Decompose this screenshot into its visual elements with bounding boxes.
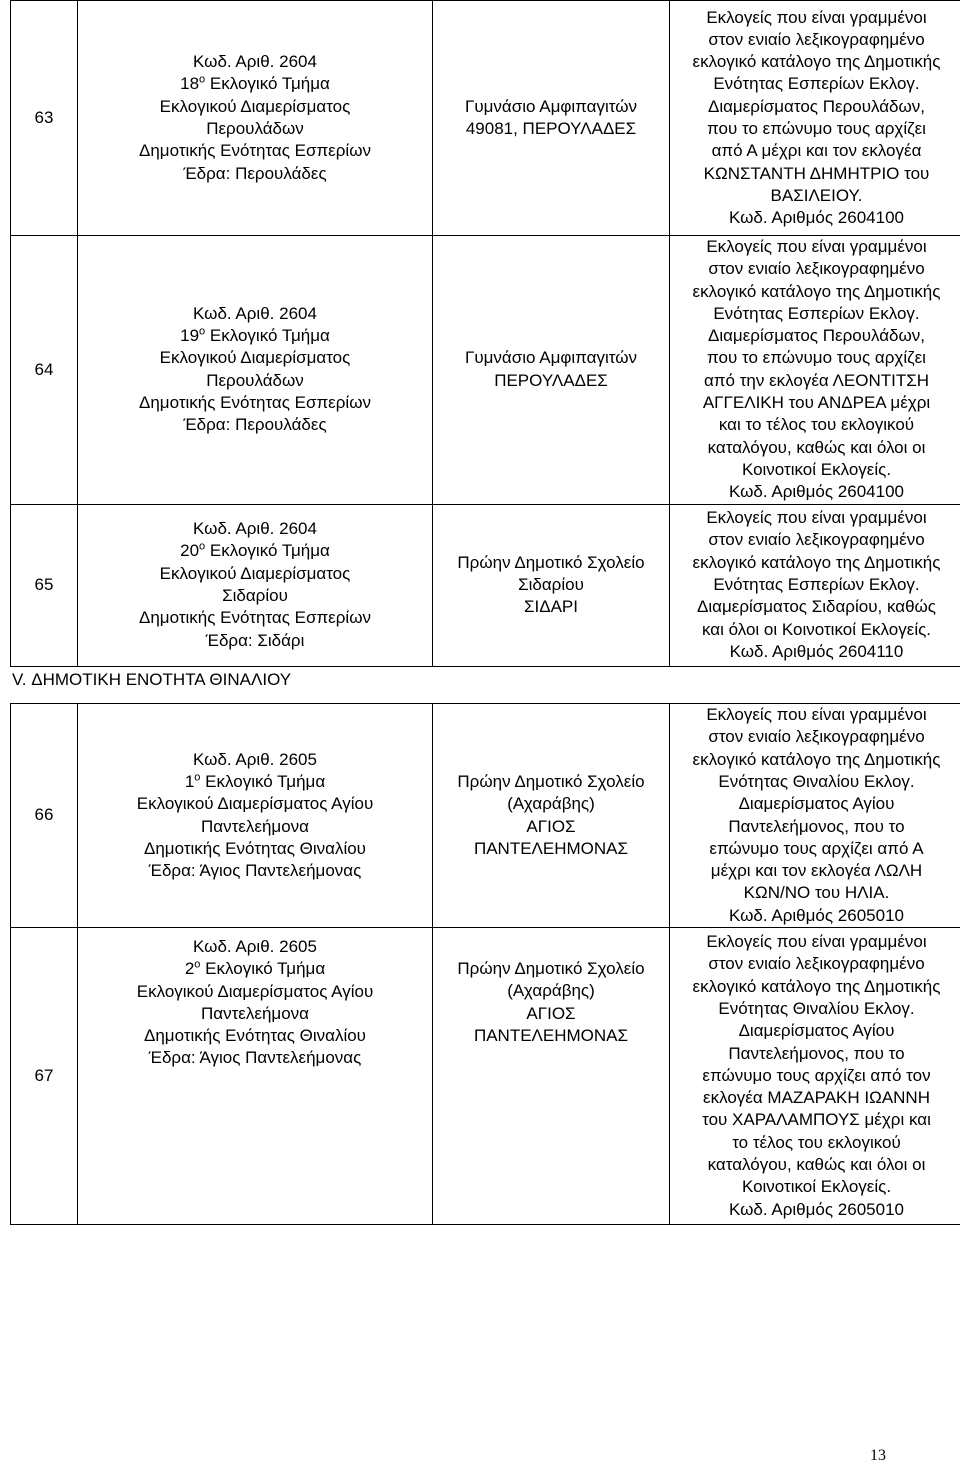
place-line: ΠΑΝΤΕΛΕΗΜΟΝΑΣ <box>473 838 629 858</box>
unit-line: Εκλογικού Διαμερίσματος <box>159 96 351 116</box>
desc-line: ΚΩΝ/ΝΟ του ΗΛΙΑ. <box>743 883 890 903</box>
desc-line: Εκλογείς που είναι γραμμένοι <box>706 705 927 725</box>
unit-line: Δημοτικής Ενότητας Εσπερίων <box>139 141 371 161</box>
place-line: Πρώην Δημοτικό Σχολείο <box>457 771 645 791</box>
desc-line: εκλογικό κατάλογο της Δημοτικής <box>692 281 941 301</box>
desc-line: Κωδ. Αριθμός 2605010 <box>729 1199 904 1219</box>
desc-line: ΑΓΓΕΛΙΚΗ του ΑΝΔΡΕΑ μέχρι <box>702 393 931 413</box>
table-row <box>11 504 960 666</box>
desc-line: Διαμερίσματος Αγίου <box>738 794 895 814</box>
desc-line: επώνυμο τους αρχίζει από τον <box>702 1065 931 1085</box>
desc-line: Κωδ. Αριθμός 2604100 <box>729 482 904 502</box>
desc-line: Ενότητας Θιναλίου Εκλογ. <box>718 771 915 791</box>
desc-line: ΚΩΝΣΤΑΝΤΗ ΔΗΜΗΤΡΙΟ του <box>703 163 930 183</box>
place-line: ΣΙΔΑΡΙ <box>524 597 578 617</box>
desc-line: Ενότητας Εσπερίων Εκλογ. <box>713 74 920 94</box>
electoral-unit-cell <box>78 236 433 505</box>
desc-line: Ενότητας Εσπερίων Εκλογ. <box>713 303 920 323</box>
desc-line: Παντελεήμονος, που το <box>728 1043 905 1063</box>
polling-table-thinaliou <box>10 703 960 1225</box>
electoral-unit-cell <box>78 1 433 236</box>
row-number: 67 <box>11 928 78 1225</box>
polling-place-cell <box>433 928 670 1225</box>
unit-code: Κωδ. Αριθ. 2604 <box>193 303 317 323</box>
row-number: 63 <box>11 1 78 236</box>
desc-line: εκλογέα ΜΑΖΑΡΑΚΗ ΙΩΑΝΝΗ <box>703 1088 930 1108</box>
desc-line: στον ενιαίο λεξικογραφημένο <box>708 259 925 279</box>
polling-place-cell <box>433 236 670 505</box>
unit-code: Κωδ. Αριθ. 2604 <box>193 519 317 539</box>
electoral-unit-cell <box>78 704 433 928</box>
place-line: Πρώην Δημοτικό Σχολείο <box>457 552 645 572</box>
desc-line: μέχρι και τον εκλογέα ΛΩΛΗ <box>710 861 923 881</box>
desc-line: Διαμερίσματος Περουλάδων, <box>707 96 926 116</box>
unit-seat: Έδρα: Σιδάρι <box>205 630 305 650</box>
desc-line: το τέλος του εκλογικού <box>732 1132 901 1152</box>
unit-seat: Έδρα: Άγιος Παντελεήμονας <box>148 1048 362 1068</box>
desc-line: Κωδ. Αριθμός 2605010 <box>729 905 904 925</box>
unit-line: Εκλογικού Διαμερίσματος Αγίου <box>136 981 374 1001</box>
row-number: 65 <box>11 504 78 666</box>
unit-seat: Έδρα: Περουλάδες <box>183 163 327 183</box>
desc-line: Κωδ. Αριθμός 2604110 <box>729 641 904 661</box>
unit-code: Κωδ. Αριθ. 2605 <box>193 749 317 769</box>
unit-section: $18^o$ Εκλογικό Τμήμα <box>180 73 330 94</box>
desc-line: στον ενιαίο λεξικογραφημένο <box>708 727 925 747</box>
desc-line: Παντελεήμονος, που το <box>728 816 905 836</box>
desc-line: που το επώνυμο τους αρχίζει <box>707 119 926 138</box>
desc-line: Εκλογείς που είναι γραμμένοι <box>706 508 927 528</box>
unit-line: Δημοτικής Ενότητας Θιναλίου <box>144 838 366 858</box>
unit-section: $19^o$ Εκλογικό Τμήμα <box>180 325 330 346</box>
desc-line: Διαμερίσματος Σιδαρίου, καθώς <box>696 597 936 617</box>
desc-line: Εκλογείς που είναι γραμμένοι <box>706 237 927 256</box>
voters-description-cell <box>670 504 960 666</box>
voters-description-cell <box>670 1 960 236</box>
desc-line: Ενότητας Θιναλίου Εκλογ. <box>718 998 915 1018</box>
place-line: (Αχαράβης) <box>507 981 595 1001</box>
table-row <box>11 928 960 1225</box>
unit-section: $2^o$ Εκλογικό Τμήμα <box>184 958 326 979</box>
voters-description-cell <box>670 704 960 928</box>
desc-line: Κωδ. Αριθμός 2604100 <box>729 208 904 228</box>
desc-line: καταλόγου, καθώς και όλοι οι <box>707 1155 926 1175</box>
desc-line: Εκλογείς που είναι γραμμένοι <box>706 932 927 952</box>
desc-line: Κοινοτικοί Εκλογείς. <box>741 1177 892 1197</box>
desc-line: εκλογικό κατάλογο της Δημοτικής <box>692 552 941 572</box>
table-row <box>11 1 960 236</box>
desc-line: και όλοι οι Κοινοτικοί Εκλογείς. <box>701 619 932 639</box>
table-row <box>11 704 960 928</box>
unit-line: Σιδαρίου <box>222 586 288 606</box>
polling-place-cell <box>433 504 670 666</box>
unit-line: Παντελεήμονα <box>200 1003 309 1023</box>
voters-description-cell <box>670 928 960 1225</box>
unit-line: Παντελεήμονα <box>200 816 309 836</box>
desc-line: εκλογικό κατάλογο της Δημοτικής <box>692 52 941 72</box>
unit-section: $20^o$ Εκλογικό Τμήμα <box>180 540 330 561</box>
desc-line: από την εκλογέα ΛΕΟΝΤΙΤΣΗ <box>703 370 930 390</box>
desc-line: Διαμερίσματος Αγίου <box>738 1021 895 1041</box>
unit-seat: Έδρα: Περουλάδες <box>183 415 327 435</box>
electoral-unit-cell <box>78 928 433 1225</box>
unit-seat: Έδρα: Άγιος Παντελεήμονας <box>148 861 362 881</box>
voters-description-cell <box>670 236 960 505</box>
desc-line: ΒΑΣΙΛΕΙΟΥ. <box>770 185 863 205</box>
electoral-unit-cell <box>78 504 433 666</box>
place-line: 49081, ΠΕΡΟΥΛΑΔΕΣ <box>465 119 637 138</box>
unit-line: Εκλογικού Διαμερίσματος Αγίου <box>136 794 374 814</box>
place-line: ΑΓΙΟΣ <box>526 1003 576 1023</box>
place-line: ΠΑΝΤΕΛΕΗΜΟΝΑΣ <box>473 1025 629 1045</box>
place-line: Γυμνάσιο Αμφιπαγιτών <box>464 96 638 116</box>
desc-line: Διαμερίσματος Περουλάδων, <box>707 326 926 346</box>
polling-place-cell <box>433 1 670 236</box>
desc-line: από Α μέχρι και τον εκλογέα <box>711 141 922 161</box>
unit-line: Δημοτικής Ενότητας Εσπερίων <box>139 393 371 413</box>
place-line: ΑΓΙΟΣ <box>526 816 576 836</box>
place-line: Σιδαρίου <box>518 574 584 594</box>
desc-line: στον ενιαίο λεξικογραφημένο <box>708 29 925 49</box>
unit-line: Περουλάδων <box>206 119 304 138</box>
unit-line: Εκλογικού Διαμερίσματος <box>159 348 351 368</box>
place-line: Πρώην Δημοτικό Σχολείο <box>457 959 645 978</box>
unit-line: Δημοτικής Ενότητας Θιναλίου <box>144 1026 366 1046</box>
desc-line: στον ενιαίο λεξικογραφημένο <box>708 954 925 974</box>
desc-line: εκλογικό κατάλογο της Δημοτικής <box>692 749 941 769</box>
unit-line: Εκλογικού Διαμερίσματος <box>159 563 351 583</box>
desc-line: του ΧΑΡΑΛΑΜΠΟΥΣ μέχρι και <box>702 1110 931 1130</box>
desc-line: καταλόγου, καθώς και όλοι οι <box>707 437 926 457</box>
unit-code: Κωδ. Αριθ. 2604 <box>193 52 317 72</box>
desc-line: Εκλογείς που είναι γραμμένοι <box>706 7 927 27</box>
desc-line: εκλογικό κατάλογο της Δημοτικής <box>692 976 941 996</box>
place-line: (Αχαράβης) <box>507 794 595 814</box>
desc-line: στον ενιαίο λεξικογραφημένο <box>708 530 925 550</box>
row-number: 66 <box>11 704 78 928</box>
desc-line: και το τέλος του εκλογικού <box>718 415 915 435</box>
unit-line: Περουλάδων <box>206 370 304 390</box>
page-number: 13 <box>870 1447 886 1464</box>
unit-code: Κωδ. Αριθ. 2605 <box>193 937 317 956</box>
unit-section: $1^o$ Εκλογικό Τμήμα <box>184 771 326 791</box>
place-line: ΠΕΡΟΥΛΑΔΕΣ <box>494 370 608 390</box>
polling-place-cell <box>433 704 670 928</box>
unit-line: Δημοτικής Ενότητας Εσπερίων <box>139 608 371 628</box>
section-heading: V. ΔΗΜΟΤΙΚΗ ΕΝΟΤΗΤΑ ΘΙΝΑΛΙΟΥ <box>12 670 292 689</box>
polling-table-esperion <box>10 0 960 667</box>
place-line: Γυμνάσιο Αμφιπαγιτών <box>464 348 638 368</box>
desc-line: Κοινοτικοί Εκλογείς. <box>741 459 892 479</box>
desc-line: επώνυμο τους αρχίζει από Α <box>709 838 924 858</box>
table-row <box>11 236 960 505</box>
desc-line: Ενότητας Εσπερίων Εκλογ. <box>713 574 920 594</box>
desc-line: που το επώνυμο τους αρχίζει <box>707 348 926 368</box>
row-number: 64 <box>11 236 78 505</box>
